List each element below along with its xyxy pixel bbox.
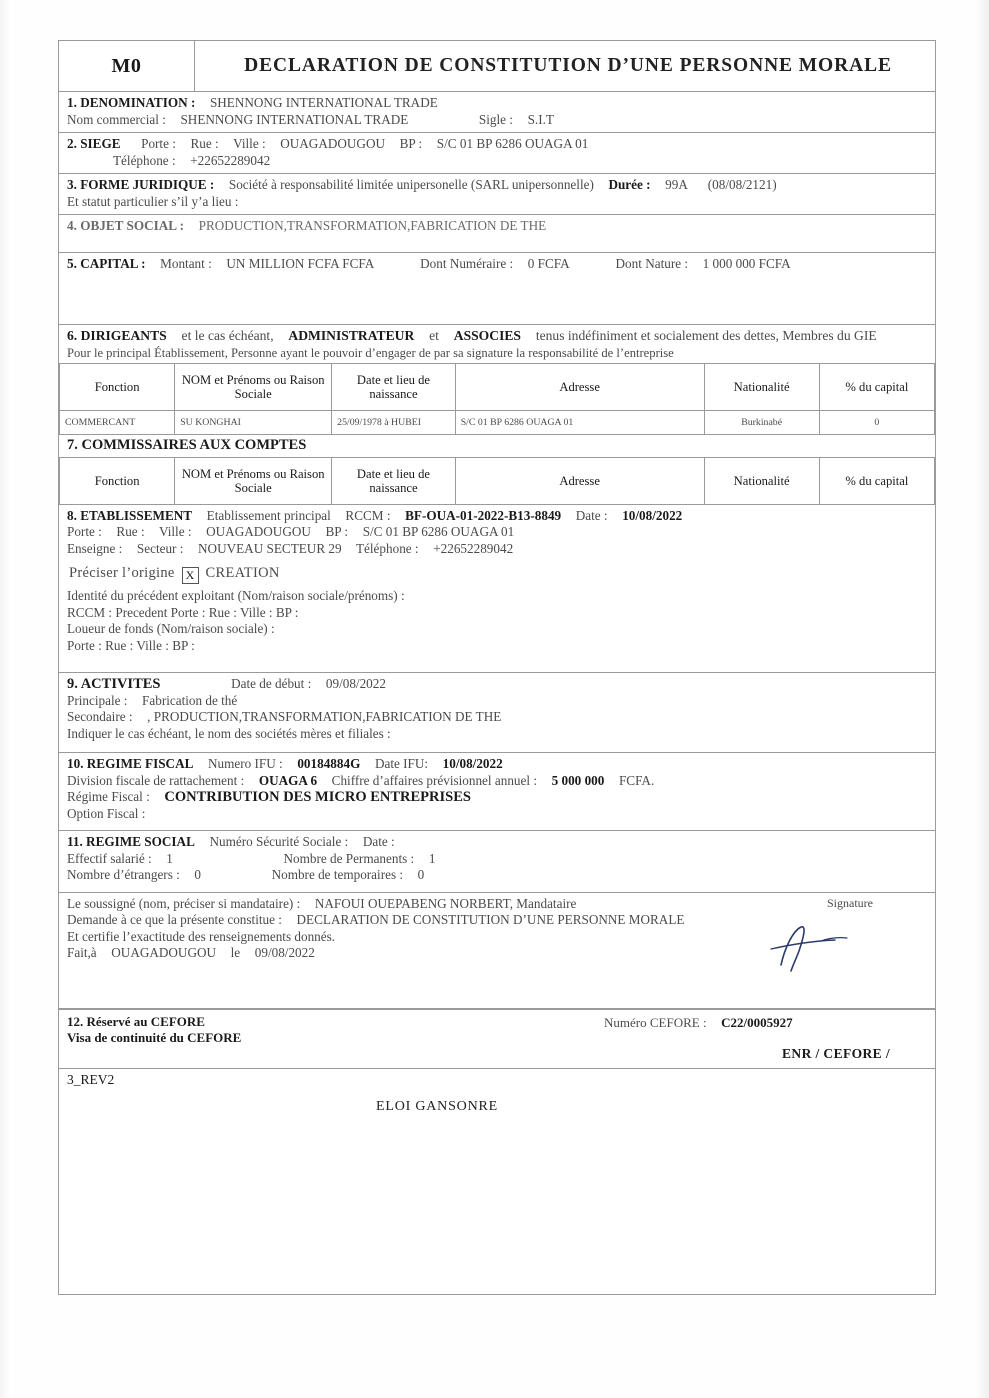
siege-bp-label: BP :: [399, 136, 423, 151]
etab-tel-value: +22652289042: [433, 540, 514, 556]
col-adresse: Adresse: [455, 457, 704, 504]
forme-juridique-value: Société à responsabilité limitée unipersonelle (SARL unipersonnelle): [228, 177, 594, 192]
enr-cefore-label: ENR / CEFORE /: [782, 1045, 890, 1061]
activites-debut-value: 09/08/2022: [325, 676, 386, 691]
col-naissance: Date et lieu de naissance: [332, 364, 456, 411]
col-naissance: Date et lieu de naissance: [332, 457, 456, 504]
certification-text: Et certifie l’exactitude des renseignements donnés.: [67, 928, 336, 944]
col-nom: NOM et Prénoms ou Raison Sociale: [175, 457, 332, 504]
table-row: [60, 411, 935, 435]
regime-fiscal-value: CONTRIBUTION DES MICRO ENTREPRISES: [164, 789, 471, 805]
section-commissaires: [59, 435, 935, 457]
societes-meres-label: Indiquer le cas échéant, le nom des sociétés mères et filiales :: [67, 725, 391, 741]
duree-label: Durée :: [608, 177, 651, 192]
activite-secondaire-label: Secondaire :: [67, 709, 133, 724]
cell-nationalite: Burkinabé: [704, 411, 819, 435]
cell-capital: 0: [819, 411, 934, 435]
cefore-numero-value: C22/0005927: [721, 1014, 793, 1030]
duree-date: (08/08/2121): [707, 177, 777, 192]
option-fiscal-label: Option Fiscal :: [67, 805, 146, 821]
col-nationalite: Nationalité: [704, 364, 819, 411]
section-etablissement: [59, 505, 935, 674]
rccm-date-label: Date :: [575, 507, 608, 523]
scan-edge-left: [0, 0, 10, 1398]
duree-value: 99A: [665, 177, 688, 192]
section-activites: [59, 673, 935, 753]
origine-value: CREATION: [205, 565, 280, 581]
securite-sociale-label: Numéro Sécurité Sociale :: [209, 834, 349, 849]
section-capital: [59, 253, 935, 325]
col-nom: NOM et Prénoms ou Raison Sociale: [175, 364, 332, 411]
col-fonction: Fonction: [60, 364, 175, 411]
demande-label: Demande à ce que la présente constitue :: [67, 912, 282, 927]
origine-checkbox[interactable]: X: [182, 567, 199, 584]
etab-secteur-label: Secteur :: [136, 540, 184, 556]
temporaires-value: 0: [417, 867, 425, 882]
forme-juridique-label: 3. FORME JURIDIQUE :: [67, 177, 215, 192]
siege-bp-value: S/C 01 BP 6286 OUAGA 01: [436, 136, 589, 151]
col-capital: % du capital: [819, 364, 934, 411]
dirigeants-subtitle: Pour le principal Établissement, Personne ayant le pouvoir d’engager de par sa signature la responsabilité de l’entreprise: [67, 345, 674, 360]
effectif-salarie-value: 1: [166, 850, 173, 866]
cefore-visa: Visa de continuité du CEFORE: [67, 1029, 242, 1045]
chiffre-affaires-label: Chiffre d’affaires prévisionnel annuel :: [331, 772, 537, 788]
etab-bp-value: S/C 01 BP 6286 OUAGA 01: [362, 524, 515, 539]
cell-fonction: COMMERCANT: [60, 411, 175, 435]
nom-commercial-label: Nom commercial :: [67, 111, 166, 127]
commissaires-table-wrap: [59, 457, 935, 505]
col-adresse: Adresse: [455, 364, 704, 411]
regime-fiscal-label: 10. REGIME FISCAL: [67, 756, 194, 771]
activites-debut-label: Date de début :: [231, 676, 312, 691]
chiffre-affaires-value: 5 000 000: [551, 772, 605, 788]
denomination-value: SHENNONG INTERNATIONAL TRADE: [209, 95, 438, 110]
section-cefore: [59, 1009, 935, 1068]
securite-sociale-date-label: Date :: [362, 834, 395, 849]
etab-porte-label: Porte :: [67, 524, 102, 539]
siege-ville-value: OUAGADOUGOU: [280, 136, 385, 151]
dirigeants-text-1: et le cas échéant,: [181, 328, 274, 343]
statut-particulier-label: Et statut particulier s’il y’a lieu :: [67, 193, 239, 209]
table-header-row: [60, 364, 935, 411]
fait-date: 09/08/2022: [254, 945, 315, 960]
capital-montant-label: Montant :: [160, 256, 212, 271]
etab-secteur-value: NOUVEAU SECTEUR 29: [198, 540, 342, 556]
ifu-value: 00184884G: [297, 756, 361, 771]
rccm-label: RCCM :: [345, 507, 391, 523]
precedent-exploitant-identite: Identité du précédent exploitant (Nom/raison sociale/prénoms) :: [67, 588, 405, 603]
capital-label: 5. CAPITAL :: [67, 256, 146, 271]
origine-row: [67, 557, 929, 588]
col-fonction: Fonction: [60, 457, 175, 504]
form-header: [59, 41, 935, 92]
revision-code: 3_REV2: [59, 1068, 935, 1091]
etab-ville-value: OUAGADOUGOU: [206, 524, 311, 539]
cell-nom: SU KONGHAI: [175, 411, 332, 435]
etab-enseigne-label: Enseigne :: [67, 540, 123, 556]
dirigeants-text-2: et: [429, 328, 439, 343]
loueur-adresse: Porte : Rue : Ville : BP :: [67, 637, 195, 653]
sigle-value: S.I.T: [527, 111, 554, 127]
administrateur-label: ADMINISTRATEUR: [288, 328, 415, 343]
effectif-salarie-label: Effectif salarié :: [67, 850, 152, 866]
dirigeants-text-3: tenus indéfiniment et socialement des dettes, Membres du GIE: [535, 328, 877, 343]
table-header-row: [60, 457, 935, 504]
objet-social-value: PRODUCTION,TRANSFORMATION,FABRICATION DE THE: [198, 218, 547, 233]
etab-bp-label: BP :: [325, 524, 349, 539]
etab-tel-label: Téléphone :: [355, 540, 419, 556]
etab-rue-label: Rue :: [116, 524, 145, 539]
etablissement-principal-label: Etablissement principal: [206, 507, 331, 523]
cefore-numero-label: Numéro CEFORE :: [604, 1014, 707, 1030]
division-fiscale-label: Division fiscale de rattachement :: [67, 772, 245, 788]
permanents-label: Nombre de Permanents :: [283, 850, 415, 866]
col-nationalite: Nationalité: [704, 457, 819, 504]
dirigeants-label: 6. DIRIGEANTS: [67, 328, 167, 343]
activites-label: 9. ACTIVITES: [67, 676, 161, 692]
demande-value: DECLARATION DE CONSTITUTION D’UNE PERSONNE MORALE: [296, 912, 685, 927]
siege-porte-label: Porte :: [141, 136, 176, 151]
rccm-date-value: 10/08/2022: [622, 507, 683, 523]
date-ifu-value: 10/08/2022: [442, 756, 503, 771]
etrangers-value: 0: [194, 867, 201, 882]
dirigeants-table-wrap: [59, 363, 935, 435]
section-denomination: [59, 92, 935, 133]
chiffre-affaires-unit: FCFA.: [618, 772, 655, 788]
siege-tel-value: +22652289042: [190, 152, 271, 168]
form-title: DECLARATION DE CONSTITUTION D’UNE PERSONNE MORALE: [244, 55, 892, 76]
cell-adresse: S/C 01 BP 6286 OUAGA 01: [455, 411, 704, 435]
nom-commercial-value: SHENNONG INTERNATIONAL TRADE: [180, 111, 409, 127]
regime-social-label: 11. REGIME SOCIAL: [67, 834, 195, 849]
cell-naissance: 25/09/1978 à HUBEI: [332, 411, 456, 435]
division-fiscale-value: OUAGA 6: [258, 772, 318, 788]
col-capital: % du capital: [819, 457, 934, 504]
temporaires-label: Nombre de temporaires :: [271, 867, 404, 882]
capital-nature-label: Dont Nature :: [615, 256, 689, 271]
cefore-label: 12. Réservé au CEFORE: [67, 1013, 205, 1029]
activite-secondaire-value: , PRODUCTION,TRANSFORMATION,FABRICATION DE THE: [147, 709, 502, 724]
section-regime-fiscal: [59, 753, 935, 831]
activite-principale-label: Principale :: [67, 692, 128, 708]
form-code: M0: [59, 41, 195, 91]
section-forme-juridique: [59, 174, 935, 215]
soussigne-value: NAFOUI OUEPABENG NORBERT, Mandataire: [314, 895, 577, 911]
precedent-rccm: RCCM : Precedent Porte : Rue : Ville : BP :: [67, 604, 299, 620]
signature-mark: [763, 919, 883, 979]
regime-fiscal-value-label: Régime Fiscal :: [67, 789, 150, 804]
section-regime-social: [59, 831, 935, 893]
etrangers-label: Nombre d’étrangers :: [67, 867, 180, 882]
sigle-label: Sigle :: [478, 111, 513, 127]
capital-numeraire-value: 0 FCFA: [527, 256, 569, 271]
ifu-label: Numero IFU :: [208, 756, 283, 771]
siege-ville-label: Ville :: [233, 136, 266, 151]
loueur-fonds: Loueur de fonds (Nom/raison sociale) :: [67, 621, 275, 636]
cefore-numero: [604, 1015, 793, 1031]
commissaires-label: 7. COMMISSAIRES AUX COMPTES: [67, 437, 307, 453]
scan-edge-right: [975, 0, 989, 1398]
siege-label: 2. SIEGE: [67, 136, 121, 151]
dirigeants-table: [59, 363, 935, 435]
signature-label: Signature: [827, 895, 873, 910]
section-dirigeants: [59, 325, 935, 363]
section-siege: [59, 133, 935, 174]
capital-montant-value: UN MILLION FCFA FCFA: [226, 256, 374, 271]
cefore-agent-name: ELOI GANSONRE: [375, 1098, 498, 1114]
fait-le-label: le: [230, 945, 241, 960]
capital-numeraire-label: Dont Numéraire :: [420, 256, 514, 271]
section-declaration: [59, 893, 935, 1009]
activite-principale-value: Fabrication de thé: [142, 692, 238, 708]
soussigne-label: Le soussigné (nom, préciser si mandataire) :: [67, 895, 301, 911]
siege-tel-label: Téléphone :: [113, 152, 176, 168]
origine-label: Préciser l’origine: [69, 565, 175, 581]
rccm-value: BF-OUA-01-2022-B13-8849: [405, 507, 562, 523]
fait-label: Fait,à: [67, 945, 97, 960]
etablissement-label: 8. ETABLISSEMENT: [67, 507, 193, 523]
date-ifu-label: Date IFU:: [374, 756, 429, 771]
form-sheet: [58, 40, 936, 1295]
commissaires-table: [59, 457, 935, 505]
etab-ville-label: Ville :: [158, 524, 192, 539]
associes-label: ASSOCIES: [453, 328, 521, 343]
siege-rue-label: Rue :: [190, 136, 219, 151]
section-objet-social: [59, 215, 935, 253]
capital-nature-value: 1 000 000 FCFA: [702, 256, 791, 271]
denomination-label: 1. DENOMINATION :: [67, 95, 196, 110]
blank-footer-area: [59, 1115, 935, 1233]
fait-ville: OUAGADOUGOU: [111, 945, 217, 960]
permanents-value: 1: [428, 850, 436, 866]
objet-social-label: 4. OBJET SOCIAL :: [67, 218, 185, 233]
